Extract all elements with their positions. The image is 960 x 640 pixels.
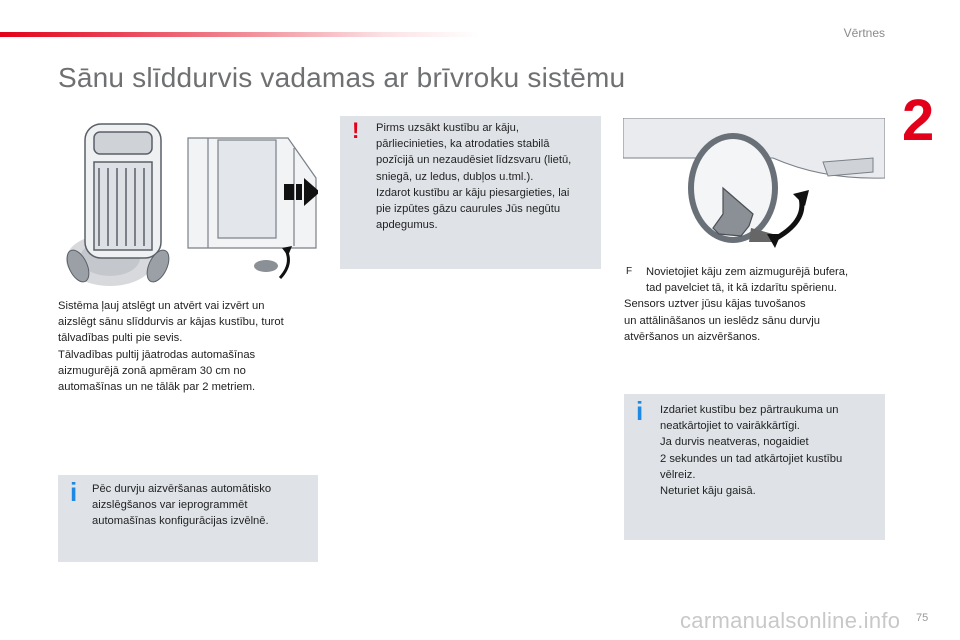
text-line: automašīnas un ne tālāk par 2 metriem.: [58, 381, 256, 394]
info-icon: i: [70, 477, 78, 507]
info-icon: i: [636, 396, 644, 426]
van-illustration: [58, 118, 318, 286]
text-line: aizmugurējā zonā apmēram 30 cm no: [58, 364, 246, 377]
bullet-icon: F: [626, 266, 633, 277]
text-line: Neturiet kāju gaisā.: [660, 485, 756, 498]
text-line: vēlreiz.: [660, 468, 696, 481]
text-line: sniegā, uz ledus, dubļos u.tml.).: [376, 170, 534, 183]
text-line: Pēc durvju aizvēršanas automātisko: [92, 483, 272, 495]
instruction-text: [624, 264, 886, 345]
page-title: Sānu slīddurvis vadamas ar brīvroku sistēmu: [58, 62, 626, 93]
bumper-illustration: [623, 118, 885, 253]
warning-icon: !: [352, 118, 360, 143]
warning-text: [376, 120, 594, 233]
text-line: Sistēma ļauj atslēgt un atvērt vai izvērt un: [58, 300, 265, 312]
info-left-text: [92, 481, 312, 530]
info-right-text: [660, 402, 878, 499]
intro-text: [58, 298, 320, 395]
header-color-bar: [0, 32, 480, 37]
text-line: Ja durvis neatveras, nogaidiet: [660, 436, 809, 449]
van-top-view: [85, 124, 161, 258]
text-line: pozīcijā un nezaudēsiet līdzsvaru (lietū,: [376, 154, 572, 167]
text-line: Izdariet kustību bez pārtraukuma un: [660, 404, 839, 416]
text-line: automašīnas konfigurācijas izvēlnē.: [92, 515, 269, 528]
text-line: 2 sekundes un tad atkārtojiet kustību: [660, 452, 843, 465]
text-line: Tālvadības pultij jāatrodas automašīnas: [58, 348, 256, 361]
info-box-left: [58, 475, 318, 562]
warning-box: [340, 116, 601, 269]
text-line: Izdarot kustību ar kāju piesargieties, lai: [376, 186, 570, 199]
text-line: pārliecinieties, ka atrodaties stabilā: [376, 138, 550, 151]
info-box-right: [624, 394, 885, 540]
text-line: Sensors uztver jūsu kājas tuvošanos: [624, 298, 806, 311]
section-title: Vērtnes: [843, 26, 885, 40]
text-line: tad pavelciet tā, it kā izdarītu spērienu.: [646, 282, 837, 295]
text-line: un attālināšanos un ieslēdz sānu durvju: [624, 314, 820, 327]
text-line: Novietojiet kāju zem aizmugurējā bufera,: [646, 266, 849, 278]
chapter-number: 2: [902, 88, 935, 153]
text-line: aizslēgt sānu slīddurvis ar kājas kustību, turot: [58, 316, 284, 329]
text-line: aizslēgšanos var ieprogrammēt: [92, 499, 248, 512]
text-line: apdegumus.: [376, 219, 438, 232]
text-line: pie izpūtes gāzu caurules Jūs negūtu: [376, 203, 561, 216]
page-number: 75: [916, 612, 929, 624]
text-line: atvēršanos un aizvēršanos.: [624, 330, 761, 343]
text-line: Pirms uzsākt kustību ar kāju,: [376, 122, 520, 134]
text-line: tālvadības pulti pie sevis.: [58, 332, 183, 345]
text-line: neatkārtojiet to vairākkārtīgi.: [660, 420, 800, 433]
watermark: carmanualsonline.info: [680, 608, 901, 633]
